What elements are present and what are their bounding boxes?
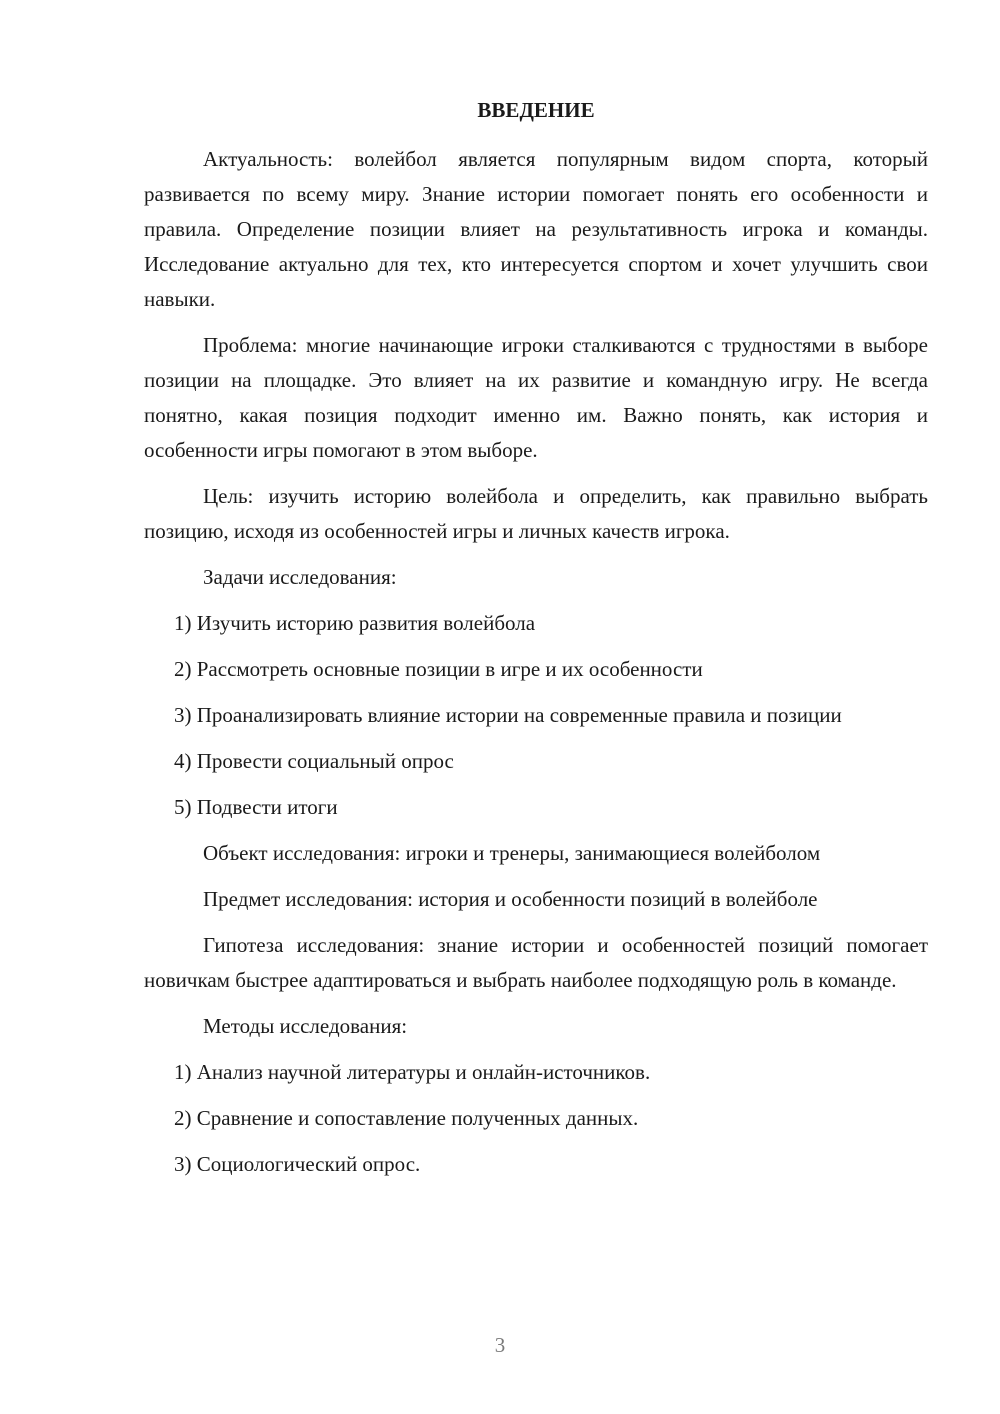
- method-item: 1) Анализ научной литературы и онлайн-источников.: [174, 1060, 651, 1084]
- hypothesis-paragraph: Гипотеза исследования: знание истории и особенностей позиций помогает новичкам быстрее адаптироваться и выбрать наиболее подходящую роль в команде.: [144, 933, 928, 992]
- section-title: ВВЕДЕНИЕ: [477, 98, 595, 122]
- task-item: 5) Подвести итоги: [174, 795, 338, 819]
- relevance-paragraph: Актуальность: волейбол является популярным видом спорта, который развивается по всему миру. Знание истории помогает понять его особенности и правила. Определение позиции влияет на результативность игрока и команды. Исследование актуально для тех, кто интересуется спортом и хочет улучшить свои навыки.: [144, 147, 928, 311]
- methods-heading: Методы исследования:: [203, 1014, 408, 1038]
- subject-paragraph: Предмет исследования: история и особенности позиций в волейболе: [203, 887, 818, 911]
- page-number: 3: [494, 1333, 506, 1357]
- goal-paragraph: Цель: изучить историю волейбола и определить, как правильно выбрать позицию, исходя из особенностей игры и личных качеств игрока.: [144, 484, 928, 543]
- tasks-heading: Задачи исследования:: [203, 565, 397, 589]
- object-paragraph: Объект исследования: игроки и тренеры, занимающиеся волейболом: [203, 841, 821, 865]
- task-item: 2) Рассмотреть основные позиции в игре и их особенности: [174, 657, 703, 681]
- document-page: [144, 95, 928, 1193]
- task-item: 3) Проанализировать влияние истории на современные правила и позиции: [174, 703, 842, 727]
- method-item: 2) Сравнение и сопоставление полученных данных.: [174, 1106, 639, 1130]
- task-item: 4) Провести социальный опрос: [174, 749, 454, 773]
- problem-paragraph: Проблема: многие начинающие игроки сталкиваются с трудностями в выборе позиции на площадке. Это влияет на их развитие и командную игру. Не всегда понятно, какая позиция подходит именно им. Важно понять, как история и особенности игры помогают в этом выборе.: [144, 333, 928, 462]
- task-item: 1) Изучить историю развития волейбола: [174, 611, 536, 635]
- method-item: 3) Социологический опрос.: [174, 1152, 421, 1176]
